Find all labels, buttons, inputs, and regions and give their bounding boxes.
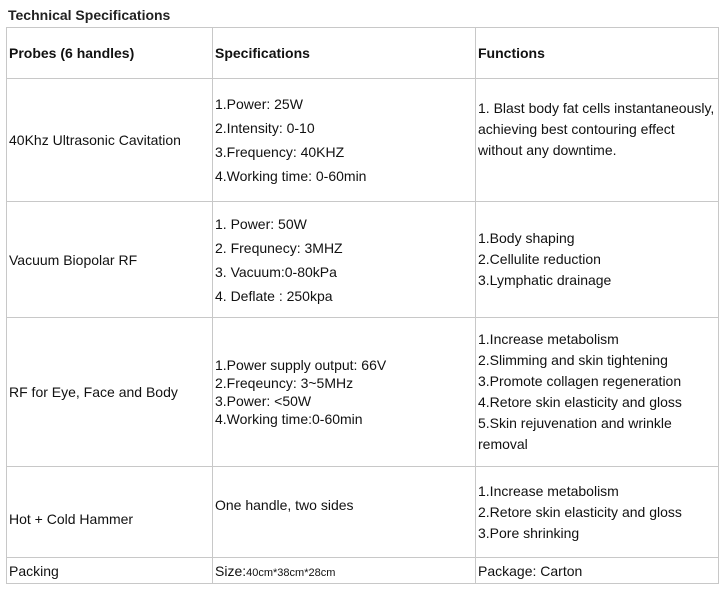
packing-row [7,558,719,584]
function-line: 1.Body shaping [478,230,575,246]
function-line: 1.Increase metabolism [478,482,619,499]
function-cell [476,79,719,202]
spec-line: 2.Freqeuncy: 3~5MHz [215,375,354,391]
function-line: 2.Cellulite reduction [478,251,601,267]
table-row [7,202,719,318]
probe-name: 40Khz Ultrasonic Cavitation [7,79,213,202]
function-line: achieving best contouring effect [478,121,675,137]
function-cell [476,318,719,467]
function-line: 3.Lymphatic drainage [478,272,612,288]
header-functions: Functions [476,28,719,79]
packing-label: Packing [7,558,213,584]
function-line: 5.Skin rejuvenation and wrinkle [478,415,672,431]
table-row [7,318,719,467]
spec-cell [213,79,476,202]
function-line: 1. Blast body fat cells instantaneously, [478,100,715,116]
page-title: Technical Specifications [8,7,171,23]
table-header-row [7,28,719,79]
spec-cell [213,318,476,467]
probe-name: Hot + Cold Hammer [7,467,213,558]
specifications-table [6,27,719,584]
packing-size-prefix: Size: [215,562,247,579]
function-line: 3.Pore shrinking [478,524,580,541]
function-line: 4.Retore skin elasticity and gloss [478,394,682,410]
spec-line: 3.Power: <50W [215,393,312,409]
header-specifications: Specifications [213,28,476,79]
packing-size-value: 40cm*38cm*28cm [246,566,336,579]
probe-name: RF for Eye, Face and Body [7,318,213,467]
spec-line: 2. Frequnecy: 3MHZ [215,239,343,256]
function-line: 1.Increase metabolism [478,331,619,347]
spec-line: 3. Vacuum:0-80kPa [215,263,337,280]
function-cell [476,202,719,318]
function-line: 3.Promote collagen regeneration [478,373,682,389]
spec-line: One handle, two sides [215,496,354,513]
function-line: removal [478,436,528,452]
packing-size [213,558,476,584]
header-probes: Probes (6 handles) [7,28,213,79]
spec-cell [213,467,476,558]
function-line: 2.Slimming and skin tightening [478,352,668,368]
spec-line: 4.Working time:0-60min [215,411,363,427]
spec-line: 4. Deflate : 250kpa [215,287,333,304]
table-row [7,79,719,202]
function-line: without any downtime. [478,142,617,158]
probe-name: Vacuum Biopolar RF [7,202,213,318]
spec-line: 3.Frequency: 40KHZ [215,144,345,160]
table-row [7,467,719,558]
spec-line: 2.Intensity: 0-10 [215,120,315,136]
spec-line: 1.Power supply output: 66V [215,357,387,373]
function-line: 2.Retore skin elasticity and gloss [478,503,682,520]
spec-cell [213,202,476,318]
spec-line: 4.Working time: 0-60min [215,168,367,184]
spec-line: 1. Power: 50W [215,215,307,232]
spec-line: 1.Power: 25W [215,96,303,112]
packing-package: Package: Carton [476,558,719,584]
function-cell [476,467,719,558]
